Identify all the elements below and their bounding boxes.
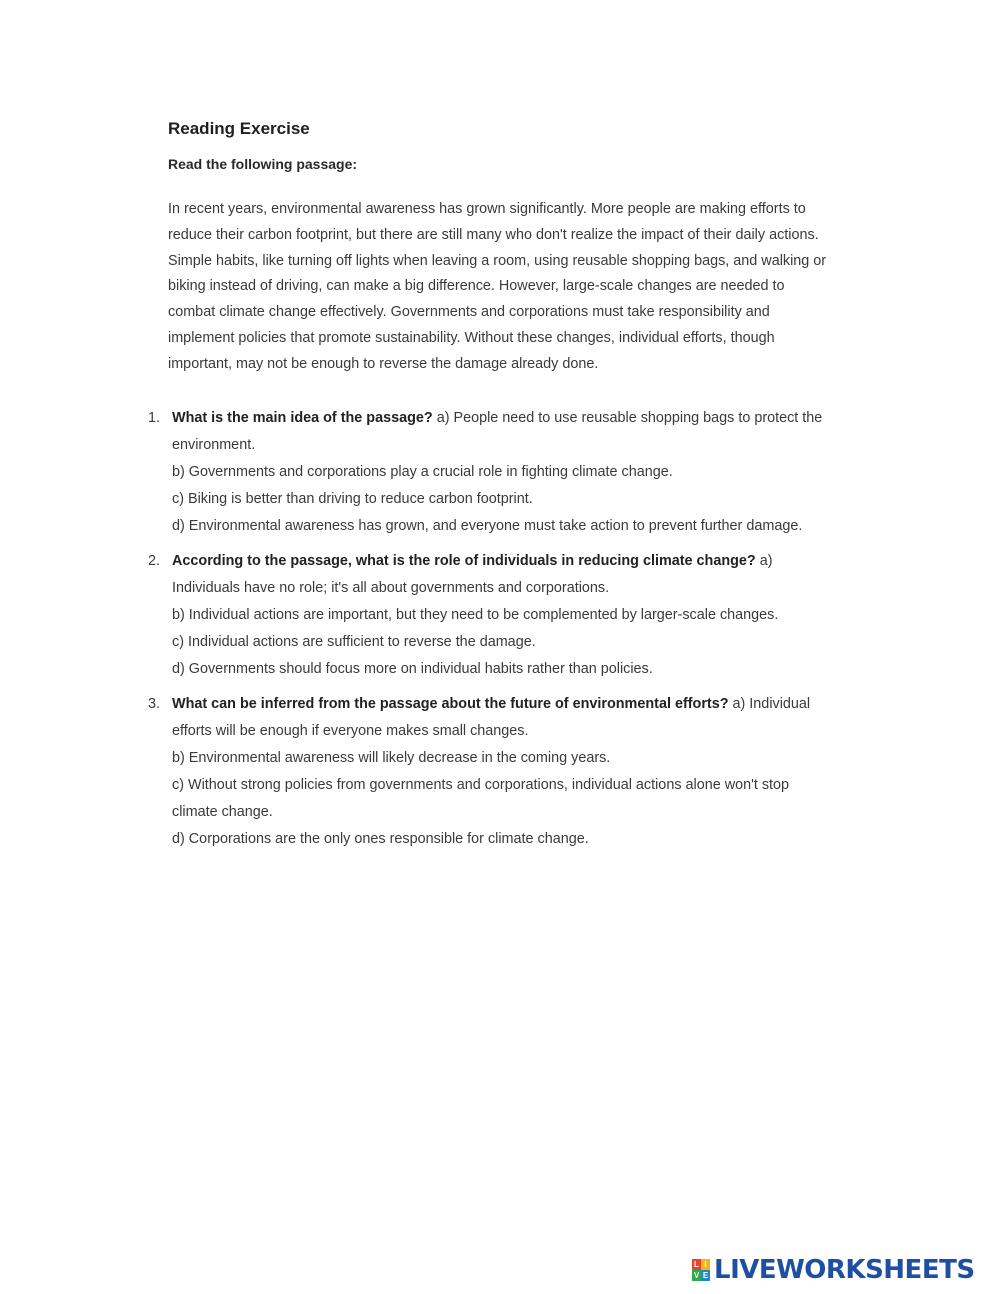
answer-option: b) Governments and corporations play a crucial role in fighting climate change.	[172, 464, 673, 480]
question-number: 1.	[148, 410, 161, 426]
answer-option: d) Governments should focus more on individual habits rather than policies.	[172, 661, 653, 677]
question-item	[148, 548, 838, 683]
answer-option: a) Individual efforts will be enough if everyone makes small changes.	[172, 696, 811, 739]
answer-option: c) Individual actions are sufficient to reverse the damage.	[172, 634, 536, 650]
logo-text: LIVEWORKSHEETS	[714, 1255, 975, 1285]
question-number: 2.	[148, 553, 161, 569]
answer-option: d) Environmental awareness has grown, and everyone must take action to prevent further damage.	[172, 518, 803, 534]
reading-passage: In recent years, environmental awareness has grown significantly. More people are making efforts to reduce their carbon footprint, but there are still many who don't realize the impact of their daily actions. Simple habits, like turning off lights when leaving a room, using reusable shopping bags, and walking or biking instead of driving, can make a big difference. However, large-scale changes are needed to combat climate change effectively. Governments and corporations must take responsibility and implement policies that promote sustainability. Without these changes, individual efforts, though important, may not be enough to reverse the damage already done.	[168, 201, 827, 372]
question-item	[148, 691, 838, 853]
question-text: What can be inferred from the passage about the future of environmental efforts?	[172, 696, 729, 712]
answer-option: c) Biking is better than driving to reduce carbon footprint.	[172, 491, 533, 507]
answer-option: b) Individual actions are important, but they need to be complemented by larger-scale changes.	[172, 607, 779, 623]
logo-mark-cell: I	[701, 1259, 710, 1270]
answer-option: d) Corporations are the only ones responsible for climate change.	[172, 831, 589, 847]
logo-mark-cell: V	[693, 1271, 700, 1280]
question-text: According to the passage, what is the role of individuals in reducing climate change?	[172, 553, 756, 569]
logo-mark-cell: L	[692, 1259, 701, 1270]
page-title: Reading Exercise	[168, 119, 310, 138]
question-number: 3.	[148, 696, 161, 712]
question-list	[148, 405, 838, 861]
instruction-text: Read the following passage:	[168, 156, 358, 172]
logo-mark-icon	[692, 1259, 710, 1281]
answer-option: a) People need to use reusable shopping bags to protect the environment.	[172, 410, 823, 453]
liveworksheets-logo[interactable]	[692, 1254, 975, 1286]
answer-option: a) Individuals have no role; it's all about governments and corporations.	[172, 553, 773, 596]
answer-option: b) Environmental awareness will likely decrease in the coming years.	[172, 750, 611, 766]
question-item	[148, 405, 838, 540]
question-text: What is the main idea of the passage?	[172, 410, 433, 426]
answer-option: c) Without strong policies from governments and corporations, individual actions alone won't stop climate change.	[172, 777, 790, 820]
logo-mark-cell: E	[702, 1271, 709, 1280]
